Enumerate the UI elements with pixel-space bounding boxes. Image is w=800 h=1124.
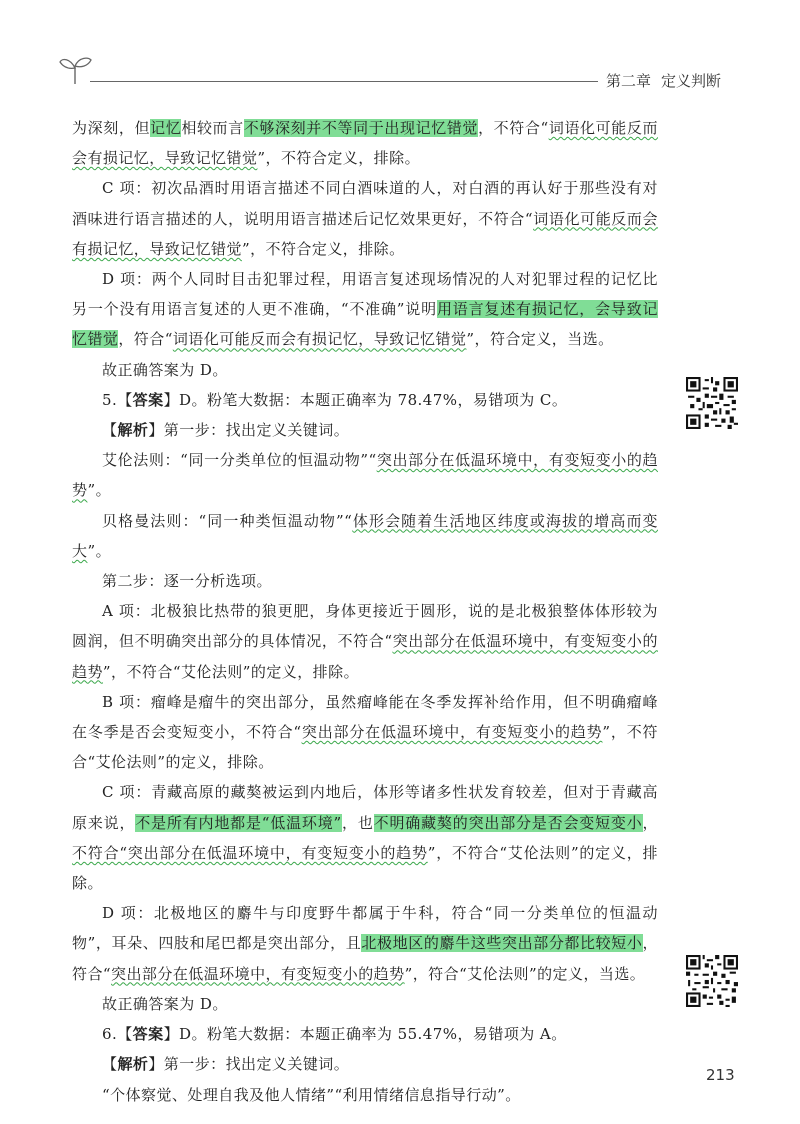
page-number: 213 (706, 1066, 735, 1084)
chapter-heading (606, 70, 731, 91)
text: B 项：瘤峰是瘤牛的突出部分，虽然瘤峰能在冬季发挥补给作用，但不明确瘤峰在冬季是否会变短变小，不符合“ (72, 692, 658, 742)
option-c-analysis (72, 173, 658, 264)
analysis-label: 解析 (117, 1055, 149, 1074)
underlined-text: 突出部分在低温环境中，有变短变小的趋势 (72, 451, 658, 500)
text: ，也 (341, 813, 374, 832)
text: C 项：初次品酒时用语言描述不同白酒味道的人，对白酒的再认好于那些没有对酒味进行语言描述的人，说明用语言描述后记忆效果更好，不符合“ (72, 179, 658, 228)
option-a-analysis (72, 596, 658, 687)
text: D 项：北极地区的麝牛与印度野牛都属于牛科，符合“同一分类单位的恒温动物”，耳朵、四肢和尾巴都是突出部分，且 (72, 904, 658, 953)
question-5-analysis-heading (72, 415, 658, 445)
text: ”，不符合“艾伦法则”的定义，排除。 (72, 723, 658, 772)
page-header (0, 0, 800, 100)
question-6-answer (72, 1019, 658, 1049)
text: 为深刻，但 (72, 119, 151, 137)
highlight: 不明确藏獒的突出部分是否会变短变小 (373, 813, 643, 832)
text: A 项：北极狼比热带的狼更肥，身体更接近于圆形，说的是北极狼整体体形较为圆润，但不明确突出部分的具体情况，不符合“ (72, 602, 658, 651)
highlight: 不够深刻并不等同于出现记忆错觉 (243, 119, 479, 137)
underlined-text: 词语化可能反而会有损记忆，导致记忆错觉 (72, 119, 658, 168)
text: C 项：青藏高原的藏獒被运到内地后，体形等诸多性状发育较差，但对于青藏高原来说， (72, 783, 658, 832)
question-6-keywords: “个体察觉、处理自我及他人情绪”“利用情绪信息指导行动”。 (102, 1085, 521, 1104)
bergmann-rule (72, 506, 658, 566)
option-c2-analysis (72, 777, 658, 898)
text: ， (642, 813, 658, 832)
option-b-analysis (72, 687, 658, 778)
text: ”，符合“艾伦法则”的定义，当选。 (404, 964, 646, 983)
question-5-answer (72, 385, 658, 415)
text: 】第一步：找出定义关键词。 (148, 421, 350, 440)
allen-rule (72, 445, 658, 505)
text: ”。 (87, 481, 112, 500)
text: ”。 (87, 541, 112, 560)
underlined-text: 突出部分在低温环境中，有变短变小的趋势 (111, 964, 405, 983)
text: 艾伦法则：“同一分类单位的恒温动物”“ (102, 451, 377, 470)
text: 【 (102, 1055, 118, 1074)
option-d-analysis (72, 264, 658, 355)
text: 5.【 (102, 390, 133, 409)
underlined-text: 词语化可能反而会有损记忆，导致记忆错觉 (172, 330, 467, 349)
sprout-icon (58, 54, 94, 86)
text: ”，不符合“艾伦法则”的定义，排除。 (102, 662, 360, 681)
text: 】D。粉笔大数据：本题正确率为 55.47%，易错项为 A。 (163, 1025, 567, 1044)
chapter-title: 定义判断 (661, 72, 722, 90)
qr-code-icon[interactable] (686, 955, 738, 1007)
text: ，符合“ (72, 934, 658, 983)
analysis-label: 解析 (117, 421, 149, 440)
text: 【 (102, 421, 118, 440)
page-body (72, 113, 658, 1110)
text: ”，不符合定义，排除。 (257, 149, 421, 168)
text: 6.【 (102, 1025, 133, 1044)
text: ”，不符合定义，排除。 (241, 239, 405, 258)
answer-label: 答案 (132, 390, 164, 409)
text: ”，符合定义，当选。 (466, 330, 614, 349)
question-6-analysis-heading (72, 1049, 658, 1079)
highlight: 不是所有内地都是“低温环境” (135, 813, 342, 832)
step-two: 第二步：逐一分析选项。 (102, 572, 272, 591)
text: 贝格曼法则：“同一种类恒温动物”“ (102, 511, 353, 530)
text: D 项：两个人同时目击犯罪过程，用语言复述现场情况的人对犯罪过程的记忆比另一个没有用语言复述的人更不准确，“不准确”说明 (72, 270, 658, 319)
header-rule (90, 81, 598, 82)
answer-label: 答案 (132, 1025, 164, 1044)
text: ，不符合“ (478, 119, 549, 137)
text: 相较而言 (181, 119, 244, 137)
underlined-text: 词语化可能反而会有损记忆，导致记忆错觉 (72, 209, 658, 258)
text: 】D。粉笔大数据：本题正确率为 78.47%，易错项为 C。 (163, 390, 568, 409)
highlight: 用语言复述有损记忆，会导致记忆错觉 (72, 300, 658, 349)
answer-line: 故正确答案为 D。 (102, 994, 228, 1013)
underlined-text: 体形会随着生活地区纬度或海拔的增高而变大 (72, 511, 658, 560)
text: ，符合“ (118, 330, 173, 349)
answer-line: 故正确答案为 D。 (102, 360, 228, 379)
text: 】第一步：找出定义关键词。 (148, 1055, 350, 1074)
highlight: 北极地区的麝牛这些突出部分都比较短小 (361, 934, 643, 953)
qr-code-icon[interactable] (686, 377, 738, 429)
highlight: 记忆 (150, 119, 182, 137)
underlined-text: 突出部分在低温环境中，有变短变小的趋势 (301, 723, 603, 742)
chapter-number: 第二章 (606, 72, 652, 90)
option-d2-analysis (72, 898, 658, 989)
underlined-text: 突出部分在低温环境中，有变短变小的趋势 (72, 632, 658, 681)
paragraph-continued (72, 113, 658, 173)
underlined-text: 不符合“突出部分在低温环境中，有变短变小的趋势 (72, 843, 428, 862)
text: ”，不符合“艾伦法则”的定义，排除。 (72, 843, 658, 893)
